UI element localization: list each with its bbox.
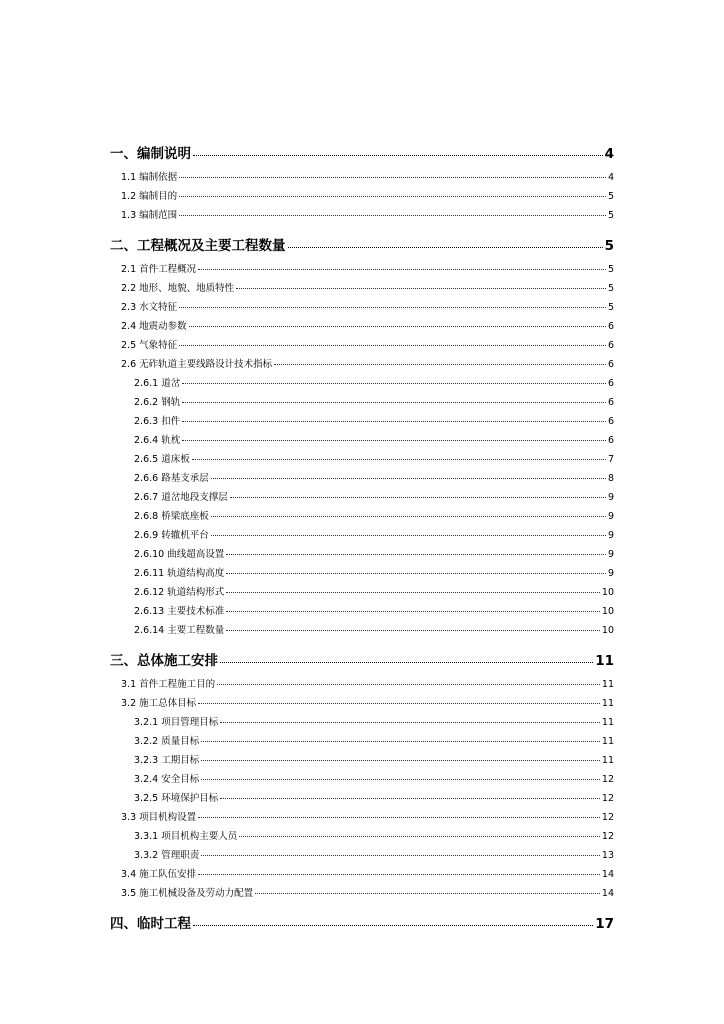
dot-leader — [193, 925, 593, 926]
toc-entry-title: 四、临时工程 — [110, 916, 191, 932]
dot-leader — [226, 611, 600, 612]
toc-entry-page-number: 9 — [607, 511, 614, 522]
dot-leader — [201, 779, 600, 780]
toc-chapter-entry[interactable] — [110, 912, 614, 934]
toc-section-entry[interactable] — [110, 207, 614, 226]
dot-leader — [198, 874, 600, 875]
toc-subsection-entry[interactable] — [110, 508, 614, 527]
dot-leader — [217, 684, 600, 685]
toc-entry-page-number: 5 — [607, 191, 614, 202]
toc-entry-title: 二、工程概况及主要工程数量 — [110, 238, 286, 254]
toc-entry-page-number: 10 — [601, 625, 614, 636]
toc-entry-page-number: 6 — [607, 378, 614, 389]
dot-leader — [239, 836, 600, 837]
dot-leader — [211, 478, 606, 479]
toc-entry-page-number: 4 — [607, 172, 614, 183]
toc-entry-page-number: 11 — [601, 717, 614, 728]
dot-leader — [198, 269, 606, 270]
toc-section-entry[interactable] — [110, 885, 614, 904]
dot-leader — [193, 155, 603, 156]
dot-leader — [220, 722, 600, 723]
toc-entry-title: 2.4 地震动参数 — [121, 321, 187, 332]
toc-entry-title: 3.2.3 工期目标 — [134, 755, 200, 766]
toc-subsection-entry[interactable] — [110, 584, 614, 603]
toc-entry-title: 1.2 编制目的 — [121, 191, 178, 202]
toc-entry-page-number: 5 — [607, 264, 614, 275]
toc-entry-page-number: 5 — [607, 210, 614, 221]
dot-leader — [220, 798, 600, 799]
toc-subsection-entry[interactable] — [110, 375, 614, 394]
table-of-contents — [110, 140, 614, 939]
toc-entry-page-number: 6 — [607, 435, 614, 446]
toc-subsection-entry[interactable] — [110, 622, 614, 641]
toc-section-entry[interactable] — [110, 169, 614, 188]
toc-section-entry[interactable] — [110, 318, 614, 337]
toc-section-entry[interactable] — [110, 337, 614, 356]
toc-entry-title: 2.6.13 主要技术标准 — [134, 606, 225, 617]
toc-entry-title: 1.1 编制依据 — [121, 172, 178, 183]
toc-subsection-entry[interactable] — [110, 432, 614, 451]
toc-entry-page-number: 11 — [601, 736, 614, 747]
toc-subsection-entry[interactable] — [110, 565, 614, 584]
toc-entry-title: 2.3 水文特征 — [121, 302, 178, 313]
toc-section-entry[interactable] — [110, 809, 614, 828]
toc-section-entry[interactable] — [110, 280, 614, 299]
toc-subsection-entry[interactable] — [110, 451, 614, 470]
toc-section-entry[interactable] — [110, 356, 614, 375]
toc-entry-title: 2.6.1 道岔 — [134, 378, 181, 389]
toc-entry-page-number: 11 — [601, 755, 614, 766]
toc-subsection-entry[interactable] — [110, 527, 614, 546]
toc-entry-title: 3.3 项目机构设置 — [121, 812, 197, 823]
toc-entry-title: 2.6.12 轨道结构形式 — [134, 587, 225, 598]
toc-entry-page-number: 7 — [607, 454, 614, 465]
toc-subsection-entry[interactable] — [110, 790, 614, 809]
toc-subsection-entry[interactable] — [110, 847, 614, 866]
dot-leader — [226, 630, 600, 631]
toc-entry-page-number: 17 — [595, 916, 614, 932]
dot-leader — [179, 215, 606, 216]
toc-entry-page-number: 5 — [604, 238, 614, 254]
toc-entry-page-number: 12 — [601, 793, 614, 804]
toc-subsection-entry[interactable] — [110, 771, 614, 790]
dot-leader — [198, 703, 600, 704]
dot-leader — [236, 288, 606, 289]
toc-entry-page-number: 6 — [607, 359, 614, 370]
toc-entry-title: 2.6.8 桥梁底座板 — [134, 511, 209, 522]
toc-entry-page-number: 9 — [607, 549, 614, 560]
toc-subsection-entry[interactable] — [110, 394, 614, 413]
toc-entry-page-number: 8 — [607, 473, 614, 484]
dot-leader — [255, 893, 600, 894]
toc-entry-title: 3.2 施工总体目标 — [121, 698, 197, 709]
dot-leader — [179, 307, 606, 308]
dot-leader — [274, 364, 606, 365]
toc-subsection-entry[interactable] — [110, 828, 614, 847]
toc-entry-title: 2.6.4 轨枕 — [134, 435, 181, 446]
toc-entry-title: 2.6 无砟轨道主要线路设计技术指标 — [121, 359, 273, 370]
toc-entry-page-number: 9 — [607, 568, 614, 579]
toc-entry-title: 2.6.10 曲线超高设置 — [134, 549, 225, 560]
toc-entry-page-number: 9 — [607, 530, 614, 541]
dot-leader — [182, 383, 606, 384]
toc-entry-title: 2.6.11 轨道结构高度 — [134, 568, 225, 579]
dot-leader — [211, 535, 606, 536]
toc-section-entry[interactable] — [110, 695, 614, 714]
dot-leader — [201, 760, 600, 761]
toc-entry-title: 1.3 编制范围 — [121, 210, 178, 221]
dot-leader — [201, 855, 600, 856]
toc-entry-title: 3.2.1 项目管理目标 — [134, 717, 219, 728]
toc-subsection-entry[interactable] — [110, 489, 614, 508]
toc-entry-page-number: 12 — [601, 774, 614, 785]
toc-entry-page-number: 11 — [601, 679, 614, 690]
toc-entry-title: 3.2.5 环境保护目标 — [134, 793, 219, 804]
toc-section-entry[interactable] — [110, 299, 614, 318]
toc-entry-title: 一、编制说明 — [110, 146, 191, 162]
toc-entry-title: 3.2.4 安全目标 — [134, 774, 200, 785]
toc-entry-page-number: 13 — [601, 850, 614, 861]
dot-leader — [179, 177, 606, 178]
toc-subsection-entry[interactable] — [110, 733, 614, 752]
toc-entry-title: 2.6.7 道岔地段支撑层 — [134, 492, 228, 503]
toc-entry-page-number: 10 — [601, 587, 614, 598]
toc-entry-title: 2.1 首件工程概况 — [121, 264, 197, 275]
toc-entry-title: 2.6.14 主要工程数量 — [134, 625, 225, 636]
toc-entry-page-number: 12 — [601, 812, 614, 823]
toc-entry-page-number: 10 — [601, 606, 614, 617]
toc-entry-title: 2.6.2 钢轨 — [134, 397, 181, 408]
toc-entry-page-number: 11 — [595, 653, 614, 669]
toc-entry-title: 2.2 地形、地貌、地质特性 — [121, 283, 235, 294]
toc-entry-page-number: 14 — [601, 888, 614, 899]
toc-entry-page-number: 6 — [607, 397, 614, 408]
toc-entry-title: 2.6.6 路基支承层 — [134, 473, 209, 484]
toc-entry-title: 2.6.3 扣件 — [134, 416, 181, 427]
toc-section-entry[interactable] — [110, 188, 614, 207]
dot-leader — [226, 592, 600, 593]
toc-entry-title: 2.5 气象特征 — [121, 340, 178, 351]
dot-leader — [198, 817, 600, 818]
section-spacer — [110, 226, 614, 232]
toc-chapter-entry[interactable] — [110, 234, 614, 256]
toc-entry-page-number: 4 — [604, 146, 614, 162]
dot-leader — [226, 554, 606, 555]
toc-entry-title: 2.6.9 转辙机平台 — [134, 530, 209, 541]
toc-section-entry[interactable] — [110, 866, 614, 885]
dot-leader — [226, 573, 606, 574]
toc-entry-title: 3.2.2 质量目标 — [134, 736, 200, 747]
dot-leader — [211, 516, 606, 517]
toc-subsection-entry[interactable] — [110, 470, 614, 489]
section-spacer — [110, 641, 614, 647]
dot-leader — [189, 326, 606, 327]
toc-subsection-entry[interactable] — [110, 546, 614, 565]
toc-entry-page-number: 6 — [607, 340, 614, 351]
dot-leader — [179, 345, 606, 346]
toc-entry-title: 3.3.1 项目机构主要人员 — [134, 831, 238, 842]
toc-entry-page-number: 12 — [601, 831, 614, 842]
dot-leader — [220, 662, 593, 663]
dot-leader — [179, 196, 606, 197]
dot-leader — [288, 247, 603, 248]
toc-entry-title: 3.4 施工队伍安排 — [121, 869, 197, 880]
dot-leader — [230, 497, 606, 498]
toc-section-entry[interactable] — [110, 676, 614, 695]
section-spacer — [110, 904, 614, 910]
toc-entry-page-number: 11 — [601, 698, 614, 709]
toc-entry-page-number: 9 — [607, 492, 614, 503]
toc-entry-page-number: 14 — [601, 869, 614, 880]
toc-entry-title: 3.1 首件工程施工目的 — [121, 679, 216, 690]
dot-leader — [182, 402, 606, 403]
toc-chapter-entry[interactable] — [110, 142, 614, 164]
toc-entry-page-number: 5 — [607, 283, 614, 294]
toc-entry-title: 3.5 施工机械设备及劳动力配置 — [121, 888, 254, 899]
toc-chapter-entry[interactable] — [110, 649, 614, 671]
toc-entry-page-number: 5 — [607, 302, 614, 313]
toc-subsection-entry[interactable] — [110, 413, 614, 432]
toc-section-entry[interactable] — [110, 261, 614, 280]
toc-subsection-entry[interactable] — [110, 714, 614, 733]
toc-entry-title: 3.3.2 管理职责 — [134, 850, 200, 861]
dot-leader — [182, 421, 606, 422]
toc-entry-title: 2.6.5 道床板 — [134, 454, 190, 465]
toc-entry-title: 三、总体施工安排 — [110, 653, 218, 669]
toc-entry-page-number: 6 — [607, 416, 614, 427]
toc-subsection-entry[interactable] — [110, 603, 614, 622]
toc-subsection-entry[interactable] — [110, 752, 614, 771]
dot-leader — [182, 440, 606, 441]
dot-leader — [201, 741, 600, 742]
toc-entry-page-number: 6 — [607, 321, 614, 332]
dot-leader — [192, 459, 606, 460]
